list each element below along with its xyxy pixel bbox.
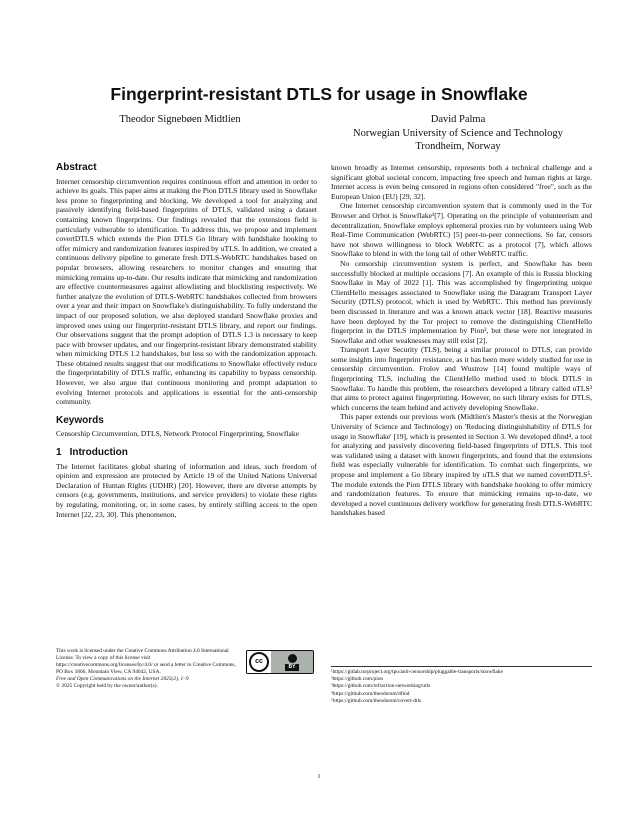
abstract-heading: Abstract: [56, 162, 97, 173]
cc-icon: cc: [249, 652, 269, 672]
introduction-heading: [56, 448, 317, 458]
footnote-4: ⁴https://github.com/theodorsm/dfind: [331, 690, 410, 697]
copyright-line: © 2025 Copyright held by the owner/author(s).: [56, 683, 158, 689]
body-paragraph: This paper extends our previous work (Midtlien's Master's thesis at the Norwegian University of Science and Technology) on 'Reducing distinguishability of DTLS for usage in Snowflake' [19], which is presented in Section 3. We developed dfind⁴, a tool for analyzing and passively discovering field-based fingerprints of DTLS. This tool was validated using a dataset with known fingerprints, and found that the extensions field was especially vulnerable for identification. To combat such fingerprints, we propose and implement a Go library inspired by uTLS that we named covertDTLS⁵. The module extends the Pion DTLS library with handshake hooking to offer mimicry and randomization features. To ensure that mimicking remains up-to-date, we developed a novel continuous delivery workflow for generating fresh DTLS-WebRTC handshakes based: [331, 412, 592, 518]
page-number: 1: [317, 774, 321, 780]
footnote-2: ²https://github.com/pion: [331, 676, 384, 683]
author-1: [60, 113, 300, 127]
venue-line: Free and Open Communications on the Internet 2025(2), 1–9: [56, 676, 189, 682]
body-paragraph: One Internet censorship circumvention system that is commonly used in the Tor Browser and Orbot is Snowflake¹[7]. Operating on the principle of volunteerism and decentralization, Snowflake employs ephemeral proxies run by volunteers using Web Real-Time Communication (WebRTC) [5] peer-to-peer connections. So far, censors have not shown willingness to block WebRTC as a protocol [7], which allows Snowflake to blend in with the long tail of other WebRTC traffic.: [331, 201, 592, 259]
body-paragraph: No censorship circumvention system is perfect, and Snowflake has been successfully blocked at multiple occasions [7]. An example of this is Russia blocking Snowflake in May of 2022 [1]. This was accomplished by fingerprinting unique ClientHello messages associated to Snowflake using the Datagram Transport Layer Security (DTLS) protocol, which is used by WebRTC. This method has previously been discussed in literature and was a known attack vector [18]. Reactive measures have been deployed by the Tor project to remove the distinguishing ClientHello fingerprint in the DTLS implementation by Pion², but these were not integrated in Snowflake and other weaknesses may still exist [2].: [331, 258, 592, 345]
author-location: Trondheim, Norway: [415, 141, 501, 152]
attribution-person-icon: [288, 654, 297, 663]
footnote-1: ¹https://gitlab.torproject.org/tpo/anti-censorship/pluggable-transports/snowflake: [331, 669, 503, 675]
author-affiliation: Norwegian University of Science and Technology: [353, 127, 563, 139]
footnote-5: ⁵https://github.com/theodorsm/covert-dtls: [331, 697, 422, 704]
footnote-3: ³https://github.com/refraction-networking/utls: [331, 683, 431, 690]
author-name: David Palma: [430, 114, 486, 125]
cc-by-badge: [246, 650, 314, 674]
left-column: [56, 163, 317, 519]
paper-title: Fingerprint-resistant DTLS for usage in Snowflake: [110, 84, 528, 104]
body-paragraph: Transport Layer Security (TLS), being a similar protocol to DTLS, can provide some insights into fingerprint resistance, as it has been more widely studied for use in censorship circumvention. Frolov and Wustrow [14] found multiple ways of fingerprinting TLS, including the ClientHello method used to block DTLS in Snowflake. To handle this problem, the researchers developed a library called uTLS³ that aims to protect against fingerprinting. However, no such library exists for DTLS, which concerns the team behind and actively developing Snowflake.: [331, 345, 592, 412]
author-name: Theodor Signebøen Midtlien: [119, 114, 241, 125]
keywords-text: Censorship Circumvention, DTLS, Network Protocol Fingerprinting, Snowflake: [56, 429, 299, 439]
keywords-heading: Keywords: [56, 414, 104, 426]
author-2: [330, 113, 586, 154]
section-title: Introduction: [69, 447, 128, 459]
section-number: 1: [56, 447, 62, 459]
abstract-text: Internet censorship circumvention requires continuous effort and attention in order to achieve its goals. This paper aims at making the Pion DTLS library used in Snowflake less prone to fingerprinting and blocking. We developed a tool for analyzing and passively identifying field-based fingerprints of DTLS, validated using a dataset containing known fingerprints. Our findings revealed that the extensions field is particularly vulnerable to identification. To address this, we propose and implement covertDTLS which extends the Pion DTLS Go library with handshake hooking to offer mimicry and randomization features inspired by uTLS. In addition, we created a continuous delivery pipeline to generate fresh DTLS-WebRTC handshakes based on popular browsers, allowing researchers to monitor changes and ensuring that mimicking remains up-to-date. Our results indicate that mimicking and randomization are effective countermeasures against allowlisting and blocklisting respectively. We further analyze the evolution of DTLS-WebRTC handshakes collected from browsers over a year and their impact on Snowflake's distinguishability. To fully understand the impact of our proposed solution, we also deployed standard Snowflake proxies and improved ones using our fingerprint-resistant DTLS library, and report our findings. Our observations suggest that the prompt adoption of DTLS 1.3 is necessary to keep pace with browser updates, and our fingerprint-resistant library demonstrated stability when mimicking DTLS 1.2 handshakes, but less so with the randomization approach. These obtained results suggest that our modifications to Snowflake effectively reduce the fingerprintability of DTLS traffic, enhancing its capability to bypass censorship. However, we also argue that continuous monitoring and prompt adaptation to evolving Internet protocols and applications is essential for the anti-censorship community.: [56, 176, 317, 407]
license-text: This work is licensed under the Creative Commons Attribution 4.0 International License. To view a copy of this license visit https://creativecommons.org/licenses/by/4.0/ or send a letter to Creative Commons, PO Box 1866, Mountain View, CA 94042, USA.: [56, 648, 236, 675]
license-block: [56, 648, 317, 690]
footnotes: [331, 666, 592, 705]
body-paragraph: known broadly as Internet censorship, represents both a technical challenge and a significant global societal concern, impacting free speech and human rights at large. Internet access is even being censored in regions often considered "free", such as the European Union (EU) [29, 32].: [331, 163, 592, 201]
right-column: [331, 163, 592, 518]
introduction-paragraph: The Internet facilitates global sharing of information and ideas, such freedom of opinion and expression are protected by Article 19 of the United Nations Universal Declaration of Human Rights (UDHR) [20]. However, there are diverse attempts by censors (e.g. governments, institutions, and service providers) to violate these rights by regulating, monitoring, or, in some cases, by entirely stifling access to the open Internet [22, 23, 30]. This phenomenon,: [56, 461, 317, 519]
by-label: BY: [285, 664, 300, 671]
